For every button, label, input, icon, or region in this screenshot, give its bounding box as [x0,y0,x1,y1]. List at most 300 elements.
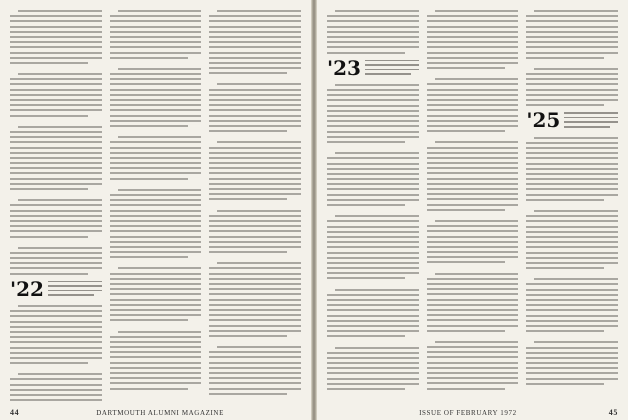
text-line [427,230,519,232]
text-line [427,172,519,174]
text-line [526,194,618,196]
text-line [526,168,618,170]
text-line [427,67,505,69]
text-line [327,315,419,317]
text-line [327,46,419,48]
text-line [209,20,301,22]
text-line [526,352,618,354]
text-line [526,94,618,96]
text-line [110,319,188,321]
text-line [526,73,618,75]
text-line [110,167,202,169]
text-line [118,189,202,191]
text-line [526,330,604,332]
text-line [526,142,618,144]
text-line [209,215,301,217]
right-page-columns [327,10,618,402]
text-line [209,172,301,174]
text-line [427,178,519,180]
text-line [427,293,519,295]
text-line [327,262,419,264]
text-line [526,15,618,17]
text-line [10,257,102,259]
text-line [327,173,419,175]
text-line [110,314,202,316]
text-line [526,20,618,22]
text-line [427,388,505,390]
text-line [534,137,618,139]
text-line [110,141,202,143]
text-line [10,78,102,80]
text-line [209,283,301,285]
text-line [10,109,102,111]
text-line [427,314,519,316]
text-line [526,157,618,159]
text-line [110,120,202,122]
text-line [327,52,405,54]
text-line [427,188,519,190]
text-line [10,104,102,106]
text-line [427,351,519,353]
text-line [327,226,419,228]
text-line [10,236,88,238]
text-line [327,163,419,165]
text-line [10,31,102,33]
text-line [110,157,202,159]
text-line [110,99,202,101]
right-page [316,0,628,420]
text-line [335,215,419,217]
text-line [427,115,519,117]
text-line [209,388,301,390]
text-line [110,341,202,343]
text-line [209,198,287,200]
text-line [327,199,419,201]
text-line [18,199,102,201]
text-line [427,382,519,384]
text-line [526,152,618,154]
text-line [10,357,102,359]
text-line [10,336,102,338]
text-line [110,31,202,33]
text-line [18,126,102,128]
text-line [110,109,202,111]
text-line [327,141,405,143]
text-line [526,304,618,306]
text-line [209,72,287,74]
text-line [427,83,519,85]
text-line [118,267,202,269]
text-line [327,94,419,96]
text-line [427,278,519,280]
page-number: 45 [608,408,618,417]
text-line [10,384,102,386]
text-line [217,10,301,12]
text-line [327,241,419,243]
text-line [327,20,419,22]
text-line [427,193,519,195]
text-line [427,256,519,258]
text-line [327,378,419,380]
text-line [427,62,519,64]
text-line [209,62,301,64]
class-heading [327,55,419,80]
text-line [209,130,287,132]
text-line [327,325,419,327]
text-line [526,57,604,59]
text-line [427,162,519,164]
text-line [327,367,419,369]
text-line [209,393,287,395]
text-line [327,125,419,127]
text-line [526,173,618,175]
text-line [365,73,411,75]
text-line [48,294,94,296]
text-line [118,331,202,333]
text-line [327,372,419,374]
text-line [10,210,102,212]
text-line [564,117,618,119]
text-line [10,394,102,396]
left-page [0,0,312,420]
text-line [427,52,519,54]
text-line [327,204,405,206]
text-line [110,172,202,174]
text-line [209,273,301,275]
text-line [209,293,301,295]
text-line [435,273,519,275]
text-line [335,10,419,12]
text-line [110,46,202,48]
text-line [327,31,419,33]
text-line [110,52,202,54]
text-line [110,26,202,28]
text-line [427,183,519,185]
text-line [110,215,202,217]
text-line [327,194,419,196]
text-line [10,20,102,22]
text-line [10,62,88,64]
text-line [526,236,618,238]
text-line [110,89,202,91]
text-line [327,267,419,269]
text-line [110,178,188,180]
text-line [10,315,102,317]
text-line [526,325,618,327]
text-line [209,188,301,190]
text-line [110,20,202,22]
text-line [110,115,202,117]
text-line [526,163,618,165]
text-line [427,31,519,33]
text-line [327,131,419,133]
text-line [427,157,519,159]
text-line [427,109,519,111]
text-line [10,26,102,28]
text-line [327,157,419,159]
class-secretary-block [48,279,102,299]
text-line [110,382,202,384]
class-year: '25 [526,108,561,133]
text-line [209,46,301,48]
text-line [209,152,301,154]
text-line [526,320,618,322]
text-line [209,299,301,301]
text-line [427,198,519,200]
text-line [427,325,519,327]
text-line [526,315,618,317]
text-line [427,362,519,364]
text-line [327,330,419,332]
text-line [10,115,88,117]
text-line [209,330,301,332]
text-line [110,273,202,275]
text-line [427,346,519,348]
text-line [427,99,519,101]
text-line [209,120,301,122]
text-line [10,310,102,312]
class-year: '23 [327,55,361,80]
text-line [327,220,419,222]
text-line [110,194,202,196]
text-line [209,335,287,337]
text-line [209,183,301,185]
text-line [110,362,202,364]
text-line [427,251,519,253]
text-line [110,246,202,248]
text-line [10,225,102,227]
text-line [209,351,301,353]
text-line [10,152,102,154]
text-line [526,188,618,190]
text-line [526,89,618,91]
column-4 [327,10,419,402]
text-line [209,52,301,54]
text-line [427,167,519,169]
text-line [10,162,102,164]
text-line [209,109,301,111]
text-line [110,230,202,232]
text-line [209,267,301,269]
text-line [526,83,618,85]
text-line [110,162,202,164]
text-line [435,10,519,12]
running-footer: DARTMOUTH ALUMNI MAGAZINE [96,408,224,417]
text-line [534,341,618,343]
text-line [110,83,202,85]
text-line [327,120,419,122]
text-line [526,26,618,28]
text-line [526,294,618,296]
text-line [10,204,102,206]
text-line [365,69,419,71]
text-line [327,352,419,354]
text-line [10,15,102,17]
text-line [427,89,519,91]
text-line [427,377,519,379]
text-line [10,347,102,349]
text-line [427,241,519,243]
text-line [327,36,419,38]
column-2 [110,10,202,402]
text-line [526,383,604,385]
text-line [209,367,301,369]
text-line [10,94,102,96]
text-line [327,362,419,364]
text-line [427,367,519,369]
text-line [10,141,102,143]
text-line [10,136,102,138]
text-line [327,115,419,117]
text-line [10,326,102,328]
text-line [209,104,301,106]
text-line [209,246,301,248]
text-line [10,331,102,333]
text-line [427,20,519,22]
text-line [327,357,419,359]
text-line [365,60,419,62]
text-line [110,57,188,59]
text-line [427,41,519,43]
column-3 [209,10,301,402]
text-line [209,382,301,384]
text-line [10,321,102,323]
class-heading [10,276,102,301]
text-line [534,278,618,280]
text-line [526,46,618,48]
text-line [10,89,102,91]
text-line [209,36,301,38]
text-line [335,152,419,154]
text-line [10,178,102,180]
text-line [110,356,202,358]
text-line [327,246,419,248]
text-line [427,104,519,106]
text-line [534,10,618,12]
text-line [110,241,202,243]
text-line [10,230,102,232]
text-line [209,220,301,222]
text-line [327,299,419,301]
text-line [10,83,102,85]
text-line [209,157,301,159]
text-line [526,231,618,233]
text-line [427,309,519,311]
text-line [217,83,301,85]
text-line [327,231,419,233]
text-line [110,220,202,222]
text-line [427,57,519,59]
text-line [110,278,202,280]
class-secretary-block [564,110,618,130]
text-line [526,289,618,291]
text-line [427,225,519,227]
text-line [118,10,202,12]
text-line [48,281,102,283]
text-line [209,325,301,327]
text-line [217,262,301,264]
text-line [209,377,301,379]
text-line [10,157,102,159]
class-year: '22 [10,276,44,301]
text-line [526,41,618,43]
text-line [526,362,618,364]
text-line [427,283,519,285]
text-line [209,178,301,180]
text-line [10,362,88,364]
text-line [10,262,102,264]
text-line [335,289,419,291]
text-line [327,136,419,138]
text-line [526,36,618,38]
text-line [10,52,102,54]
text-line [209,319,301,321]
text-line [435,78,519,80]
class-heading [526,108,618,133]
text-line [209,15,301,17]
text-line [526,252,618,254]
text-line [217,141,301,143]
text-line [209,356,301,358]
text-line [534,210,618,212]
text-line [110,367,202,369]
text-line [110,372,202,374]
text-line [110,388,188,390]
text-line [10,252,102,254]
text-line [10,167,102,169]
right-page-footer [327,408,618,417]
text-line [110,346,202,348]
text-line [427,26,519,28]
text-line [427,130,505,132]
text-line [427,15,519,17]
text-line [526,347,618,349]
text-line [10,341,102,343]
text-line [327,168,419,170]
text-line [427,120,519,122]
text-line [209,41,301,43]
text-line [427,125,519,127]
text-line [427,94,519,96]
text-line [110,204,202,206]
text-line [209,125,301,127]
column-5 [427,10,519,402]
text-line [110,299,202,301]
text-line [526,357,618,359]
text-line [10,57,102,59]
text-line [110,336,202,338]
text-line [427,330,505,332]
text-line [209,225,301,227]
text-line [526,378,618,380]
text-line [110,377,202,379]
text-line [335,347,419,349]
text-line [209,147,301,149]
text-line [209,304,301,306]
text-line [110,304,202,306]
text-line [209,314,301,316]
text-line [526,372,618,374]
text-line [526,31,618,33]
text-line [427,261,505,263]
text-line [526,267,604,269]
text-line [427,319,519,321]
text-line [10,220,102,222]
text-line [209,251,287,253]
text-line [209,288,301,290]
text-line [526,52,618,54]
text-line [526,226,618,228]
